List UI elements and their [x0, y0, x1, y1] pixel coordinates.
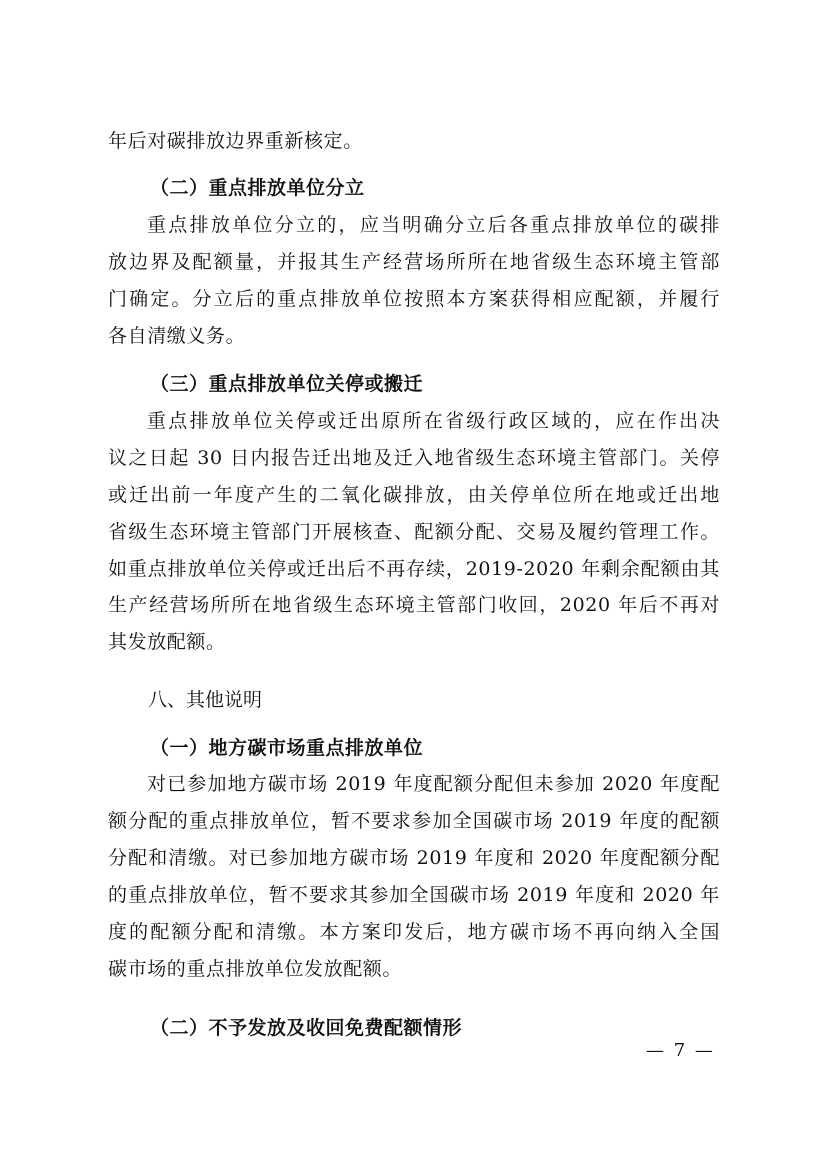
section-heading-split: （二）重点排放单位分立: [150, 177, 365, 199]
text-line: 重点排放单位分立的，应当明确分立后各重点排放单位的碳排: [147, 214, 720, 236]
text-line: 如重点排放单位关停或迁出后不再存续，2019-2020 年剩余配额由其: [108, 557, 720, 580]
text-line: 或迁出前一年度产生的二氧化碳排放，由关停单位所在地或迁出地: [108, 483, 720, 506]
section-heading-no-issuance: （二）不予发放及收回免费配额情形: [150, 1017, 463, 1039]
text-line: 门确定。分立后的重点排放单位按照本方案获得相应配额，并履行: [108, 287, 720, 310]
text-line: 年后对碳排放边界重新核定。: [108, 130, 363, 152]
text-line: 对已参加地方碳市场 2019 年度配额分配但未参加 2020 年度配: [147, 773, 720, 795]
paragraph-closure: [108, 403, 720, 624]
paragraph-intro: [108, 123, 720, 160]
page-number: — 7 —: [646, 1040, 715, 1061]
text-line: 生产经营场所所在地省级生态环境主管部门收回，2020 年后不再对: [108, 594, 720, 617]
text-line: 议之日起 30 日内报告迁出地及迁入地省级生态环境主管部门。关停: [108, 446, 720, 469]
paragraph-closure-end: [108, 624, 720, 661]
text-line: 各自清缴义务。: [108, 325, 246, 347]
paragraph-local-market-end: [108, 951, 720, 988]
text-line: 放边界及配额量，并报其生产经营场所所在地省级生态环境主管部: [108, 250, 720, 273]
text-line: 的重点排放单位，暂不要求其参加全国碳市场 2019 年度和 2020 年: [108, 883, 720, 906]
paragraph-split: [108, 207, 720, 318]
text-line: 额分配的重点排放单位，暂不要求参加全国碳市场 2019 年度的配额: [108, 809, 720, 832]
section-heading-local-market: （一）地方碳市场重点排放单位: [150, 737, 424, 759]
text-line: 度的配额分配和清缴。本方案印发后，地方碳市场不再向纳入全国: [108, 920, 720, 943]
text-line: 省级生态环境主管部门开展核查、配额分配、交易及履约管理工作。: [108, 520, 720, 543]
section-heading-closure: （三）重点排放单位关停或搬迁: [150, 373, 424, 395]
paragraph-split-end: [108, 318, 720, 355]
text-line: 分配和清缴。对已参加地方碳市场 2019 年度和 2020 年度配额分配: [108, 846, 720, 869]
text-line: 重点排放单位关停或迁出原所在省级行政区域的，应在作出决: [147, 410, 720, 432]
text-line: 其发放配额。: [108, 631, 226, 653]
text-line: 碳市场的重点排放单位发放配额。: [108, 958, 403, 980]
chapter-heading-other: 八、其他说明: [148, 689, 263, 711]
paragraph-local-market: [108, 766, 720, 950]
